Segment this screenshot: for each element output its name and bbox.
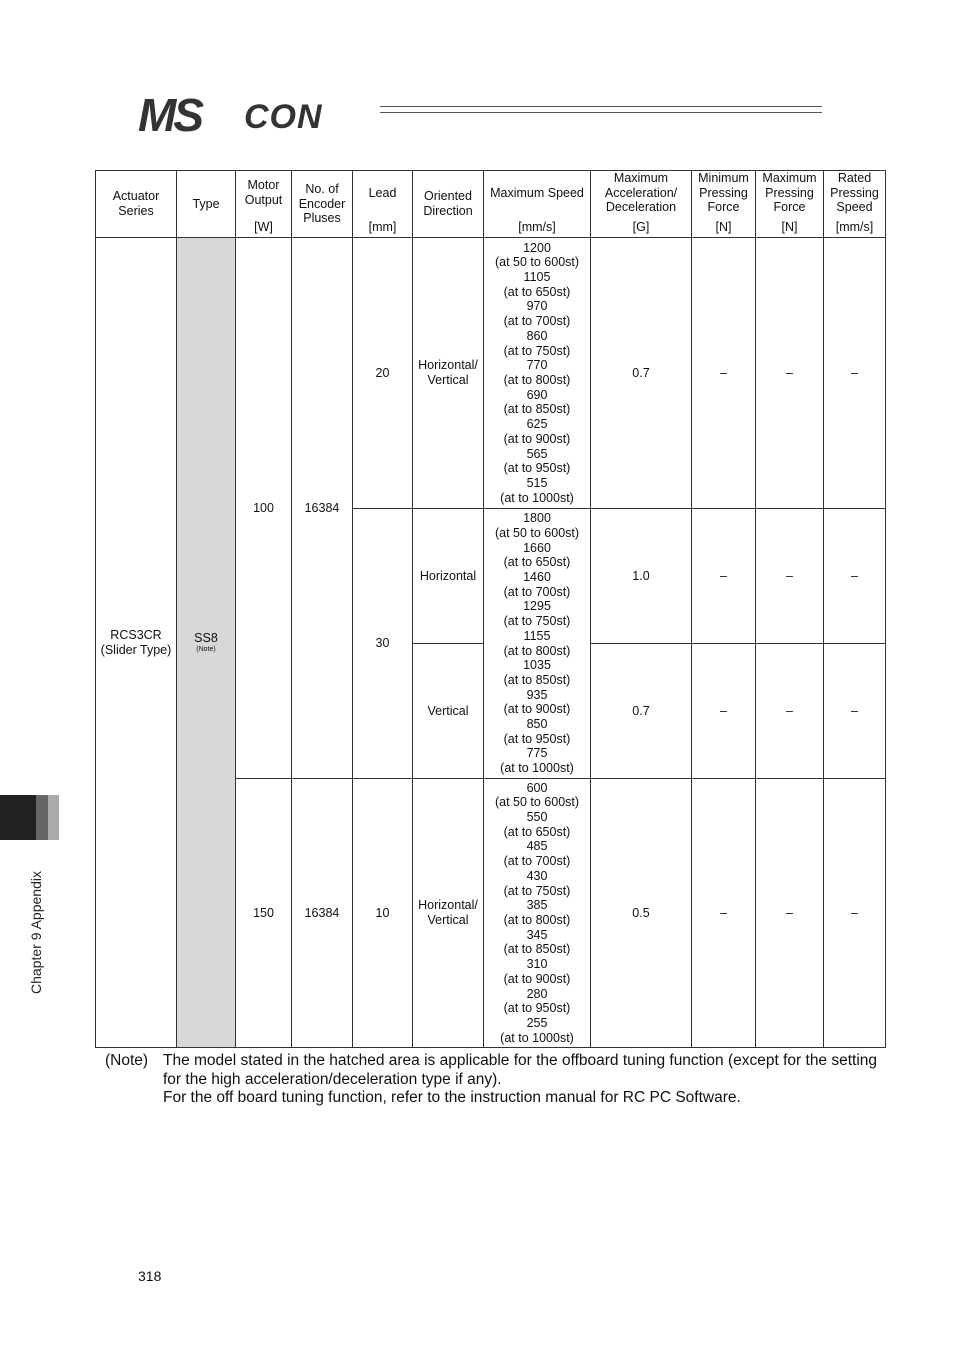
header-row (96, 171, 886, 238)
cell-motor-100: 100 (236, 238, 292, 779)
cell-rated-4: – (824, 779, 886, 1048)
header-max-speed-unit: [mm/s] (518, 220, 556, 235)
header-actuator-series: Actuator Series (96, 171, 177, 238)
cell-min-1: – (692, 238, 756, 509)
note-line-1: The model stated in the hatched area is applicable for the offboard tuning function (except for the setting for the high acceleration/deceleration type if any). (163, 1052, 878, 1088)
cell-direction-2: Horizontal (413, 509, 484, 644)
cell-rated-3: – (824, 644, 886, 779)
cell-encoder-2: 16384 (292, 779, 353, 1048)
header-direction: Oriented Direction (413, 171, 484, 238)
cell-lead-20: 20 (353, 238, 413, 509)
cell-accel-2: 1.0 (591, 509, 692, 644)
cell-min-2: – (692, 509, 756, 644)
cell-accel-4: 0.5 (591, 779, 692, 1048)
cell-max-1: – (756, 238, 824, 509)
header-rule-bottom (380, 112, 822, 113)
header-motor-output: Motor Output (244, 178, 283, 207)
cell-speed-30: 1800 (at 50 to 600st) 1660 (at to 650st) 1460 (at to 700st) 1295 (at to 750st) 1155 (at to 800st) 1035 (at to 850st) 935 (at to 900st) 850 (at to 950st) 775 (at to 1000st) (484, 509, 591, 779)
header-rule-top (380, 106, 822, 107)
header-type: Type (177, 171, 236, 238)
chapter-tab-light (48, 795, 59, 840)
header-max-speed: Maximum Speed (490, 186, 584, 200)
header-max-accel-unit: [G] (632, 220, 650, 235)
cell-accel-1: 0.7 (591, 238, 692, 509)
cell-direction-1: Horizontal/ Vertical (413, 238, 484, 509)
header-rated-speed-unit: [mm/s] (835, 220, 874, 235)
header-rated-speed: Rated Pressing Speed (830, 171, 879, 215)
cell-min-4: – (692, 779, 756, 1048)
cell-speed-1: 1200 (at 50 to 600st) 1105 (at to 650st) 970 (at to 700st) 860 (at to 750st) 770 (at to 800st) 690 (at to 850st) 625 (at to 900st) 565 (at to 950st) 515 (at to 1000st) (484, 238, 591, 509)
cell-rated-2: – (824, 509, 886, 644)
chapter-tab-dark (0, 795, 36, 840)
logo-main-text: MS (138, 89, 201, 141)
cell-motor-150: 150 (236, 779, 292, 1048)
header-max-press: Maximum Pressing Force (762, 171, 817, 215)
cell-direction-3: Vertical (413, 644, 484, 779)
cell-rated-1: – (824, 238, 886, 509)
type-note: (Note) (196, 645, 216, 653)
cell-speed-4: 600 (at 50 to 600st) 550 (at to 650st) 485 (at to 700st) 430 (at to 750st) 385 (at to 800st) 345 (at to 850st) 310 (at to 900st) 280 (at to 950st) 255 (at to 1000st) (484, 779, 591, 1048)
header-max-accel: Maximum Acceleration/ Deceleration (604, 171, 678, 215)
specification-table (95, 170, 886, 1048)
type-label: SS8 (194, 631, 218, 646)
cell-series: RCS3CR (Slider Type) (96, 238, 177, 1048)
header-max-press-unit: [N] (781, 220, 798, 235)
cell-min-3: – (692, 644, 756, 779)
cell-lead-30: 30 (353, 509, 413, 779)
cell-max-4: – (756, 779, 824, 1048)
logo-sub-text: CON (244, 98, 323, 136)
chapter-tab-mid (36, 795, 48, 840)
header-motor-output-unit: [W] (254, 220, 273, 235)
header-min-press: Minimum Pressing Force (698, 171, 749, 215)
cell-max-3: – (756, 644, 824, 779)
header-lead-unit: [mm] (368, 220, 397, 235)
page-number: 318 (138, 1268, 162, 1284)
chapter-label: Chapter 9 Appendix (28, 871, 44, 994)
header-lead: Lead (368, 186, 397, 200)
cell-direction-4: Horizontal/ Vertical (413, 779, 484, 1048)
cell-max-2: – (756, 509, 824, 644)
header-encoder: No. of Encoder Pluses (292, 171, 353, 238)
table-row (96, 238, 886, 509)
note-label: (Note) (105, 1052, 149, 1069)
cell-encoder-1: 16384 (292, 238, 353, 779)
cell-lead-10: 10 (353, 779, 413, 1048)
cell-accel-3: 0.7 (591, 644, 692, 779)
header-min-press-unit: [N] (715, 220, 732, 235)
note-line-2: For the off board tuning function, refer to the instruction manual for RC PC Software. (163, 1089, 741, 1106)
cell-type (177, 238, 236, 1048)
